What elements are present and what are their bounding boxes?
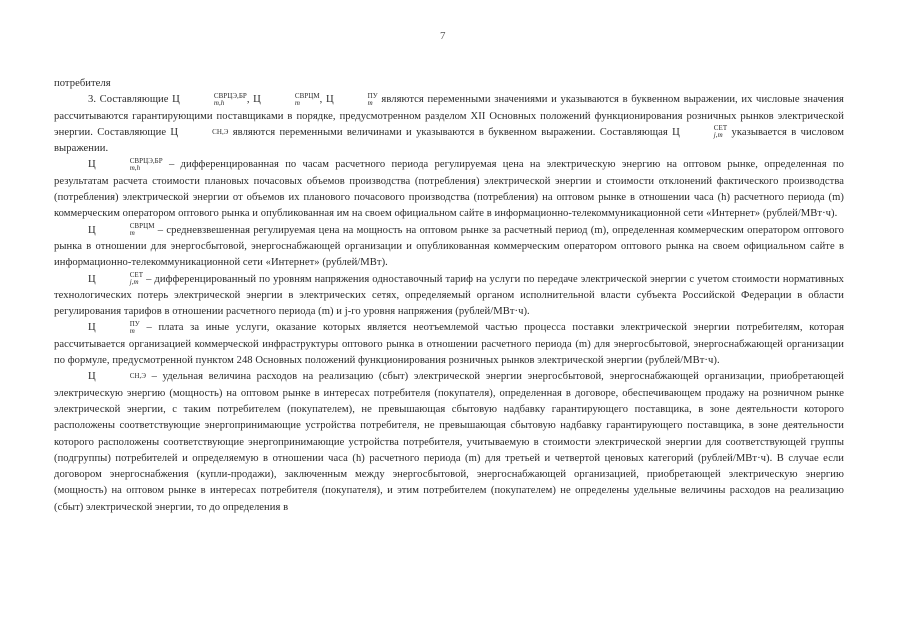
text-run: Ц	[88, 159, 96, 171]
text-run: Ц	[88, 371, 96, 383]
subscript: m	[367, 98, 373, 107]
text-run: – удельная величина расходов на реализацию (сбыт) электрической энергии энергосбытовой, энергоснабжающей организации, приобретающей электрическую энергию (мощность) на оптовом рынке в интересах потребителя (покупателя), определенная в договоре, обеспечивающем продажу на розничном рынке электрической энергии, с таким потребителем (покупателем), не превышающая сбытовую надбавку гарантирующего поставщика, в зоне деятельности которого расположены соответствующие энергопринимающие устройства потребителя, не превышающая сбытовую надбавку гарантирующего поставщика, в зоне деятельности которого расположены соответствующие энергопринимающие устройства потребителя, учитываемую в стоимости электрической энергии для соответствующей группы (подгруппы) потребителей и определяемую в отношении часа (h) расчетного периода (m) для третьей и четвертой ценовых категорий (рублей/МВт·ч). В случае если договором энергоснабжения (купли-продажи), заключенным между энергосбытовой, энергоснабжающей организацией, приобретающей электрическую энергию (мощность) на оптовом рынке в интересах потребителя (покупателя), и этим потребителем (покупателем) не определены удельные величины расходов на реализацию (сбыт) электрической энергии, то до определения в	[54, 371, 844, 513]
superscript: ПУ	[367, 91, 378, 100]
subscript: m	[129, 229, 135, 238]
text-run: Ц	[88, 322, 96, 334]
text-run: являются переменными величинами и указываются в буквенном выражении. Составляющая Ц	[228, 126, 680, 138]
formula-index	[96, 223, 155, 237]
formula-index	[96, 373, 146, 380]
text-run: Ц	[88, 224, 96, 236]
paragraph-p1	[54, 92, 844, 157]
subscript: m,h	[129, 164, 141, 173]
subscript: j,m	[713, 131, 723, 140]
text-run: – дифференцированный по уровням напряжения одноставочный тариф на услуги по передаче электрической энергии с учетом стоимости нормативных технологических потерь электрической энергии в электрических сетях, определяемый органом исполнительной власти субъекта Российской Федерации в области регулирования тарифов в отношении расчетного периода (m) и j-го уровня напряжения (рублей/МВт·ч).	[54, 273, 844, 318]
paragraph-p4	[54, 272, 844, 321]
superscript: СЕТ	[129, 271, 144, 280]
superscript: СН,Э	[212, 127, 229, 136]
formula-index	[96, 272, 143, 286]
text-run: являются переменными значениями и указываются в буквенном выражении, их числовые значения рассчитываются гарантирующими поставщиками в порядке, предусмотренном разделом XII Основных положений функционирования розничных рынков электрической энергии. Составляющие Ц	[54, 94, 844, 138]
subscript: m,h	[213, 98, 225, 107]
superscript: СВРЦЭ,БР	[213, 91, 247, 100]
paragraph-p6	[54, 369, 844, 516]
text-run: потребителя	[54, 78, 111, 89]
subscript: m	[294, 98, 300, 107]
formula-index	[180, 93, 247, 107]
paragraph-p5	[54, 320, 844, 369]
superscript: ПУ	[129, 320, 140, 329]
text-run: Ц	[88, 273, 96, 285]
subscript: m	[129, 327, 135, 336]
formula-index	[96, 158, 163, 172]
paragraph-p3	[54, 223, 844, 272]
formula-index	[178, 129, 228, 136]
text-run: 3. Составляющие Ц	[88, 94, 180, 106]
paragraph-p0	[54, 76, 844, 92]
text-run: – средневзвешенная регулируемая цена на мощность на оптовом рынке за расчетный период (m), определенная коммерческим оператором оптового рынка в отношении для энергосбытовой, энергоснабжающей организации и опубликованная коммерческим оператором оптового рынка на своем официальном сайте в информационно-телекоммуникационной сети «Интернет» (рублей/МВт).	[54, 224, 844, 269]
text-run: , Ц	[246, 94, 261, 106]
formula-index	[96, 321, 140, 335]
page-number: 7	[440, 30, 446, 42]
superscript: СВРЦМ	[129, 222, 155, 231]
superscript: СВРЦЭ,БР	[129, 157, 163, 166]
text-run: – дифференцированная по часам расчетного периода регулируемая цена на электрическую энергию на оптовом рынке, определенная по результатам расчета стоимости плановых почасовых объемов производства (потребления) электрической энергии и стоимости отклонений фактического производства (потребления) электрической энергии от объемов их планового почасового производства (потребления) на оптовом рынке в отношении часа (h) расчетного периода (m) коммерческим оператором оптового рынка и опубликованная им на своем официальном сайте в информационно-телекоммуникационной сети «Интернет» (рублей/МВт·ч).	[54, 159, 844, 220]
formula-index	[680, 125, 727, 139]
text-run: , Ц	[319, 94, 334, 106]
document-body	[54, 76, 844, 516]
paragraph-p2	[54, 157, 844, 222]
superscript: СН,Э	[129, 372, 146, 381]
superscript: СВРЦМ	[294, 91, 320, 100]
superscript: СЕТ	[713, 124, 728, 133]
text-run: – плата за иные услуги, оказание которых является неотъемлемой частью процесса поставки электрической энергии потребителям, которая рассчитывается организацией коммерческой инфраструктуры оптового рынка в отношении расчетного периода (m) для энергосбытовой, энергоснабжающей организации по формуле, предусмотренной пунктом 248 Основных положений функционирования розничных рынков электрической энергии (рублей/МВт·ч).	[54, 322, 844, 367]
formula-index	[261, 93, 320, 107]
subscript: j,m	[129, 278, 139, 287]
formula-index	[334, 93, 378, 107]
text-run: указывается в числовом выражении.	[54, 126, 844, 155]
